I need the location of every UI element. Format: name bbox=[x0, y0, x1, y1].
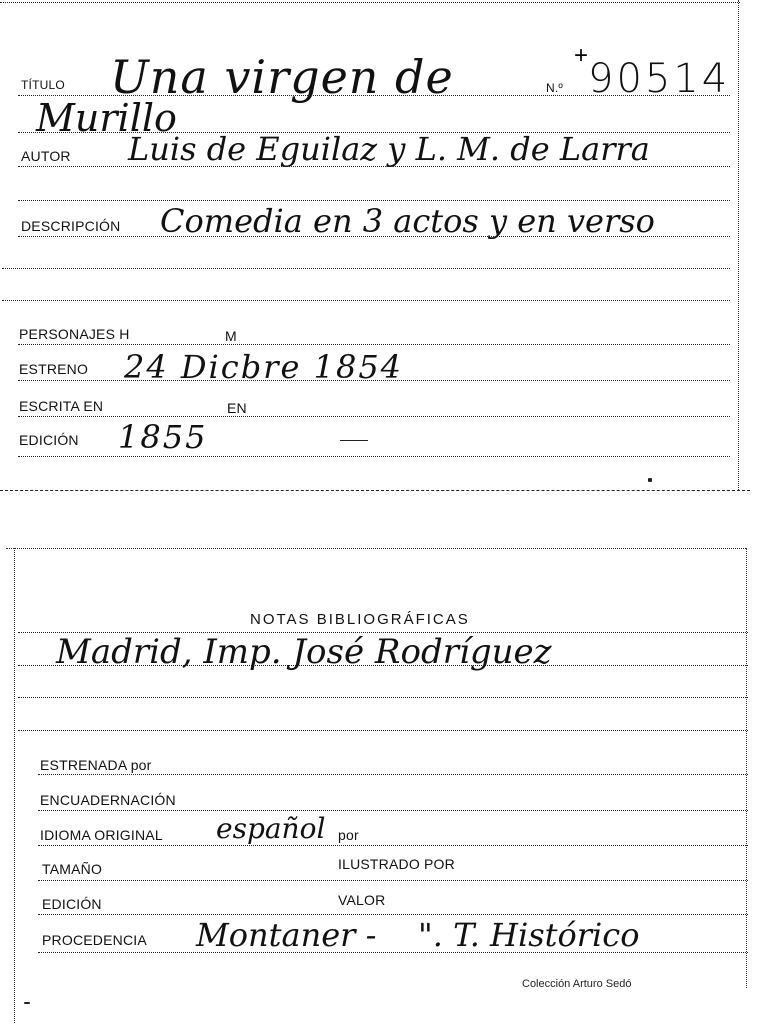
edicion2-label: EDICIÓN bbox=[42, 896, 102, 912]
card-bottom-edge bbox=[0, 490, 750, 491]
procedencia-line bbox=[38, 952, 748, 953]
ink-speck-2 bbox=[24, 1002, 30, 1004]
descripcion-label: DESCRIPCIÓN bbox=[21, 218, 121, 234]
card2-right-edge bbox=[746, 548, 747, 988]
edicion-label: EDICIÓN bbox=[19, 432, 79, 448]
edicion-line bbox=[18, 456, 730, 457]
procedencia-value-2: ". T. Histórico bbox=[418, 916, 640, 954]
ink-speck bbox=[648, 478, 652, 482]
procedencia-label: PROCEDENCIA bbox=[42, 932, 147, 948]
idioma-por-label: por bbox=[338, 827, 359, 843]
dash-mark bbox=[340, 440, 368, 441]
encuadernacion-line bbox=[38, 810, 748, 811]
catalog-card-front bbox=[0, 0, 759, 495]
notas-line-2 bbox=[18, 665, 748, 666]
titulo-label: TÍTULO bbox=[21, 78, 65, 92]
notas-line-3 bbox=[18, 697, 748, 698]
escrita-en-label: EN bbox=[227, 400, 247, 416]
personajes-line bbox=[18, 344, 730, 345]
idioma-value: español bbox=[216, 812, 326, 845]
numero-label: N.º bbox=[546, 81, 563, 95]
notas-line-4 bbox=[18, 730, 748, 731]
estrenada-line bbox=[38, 774, 748, 775]
card-right-edge bbox=[738, 0, 739, 490]
cross-mark: + bbox=[574, 42, 589, 69]
numero-value: 90514 bbox=[588, 56, 731, 102]
encuadernacion-label: ENCUADERNACIÓN bbox=[40, 792, 176, 808]
card2-top-edge bbox=[6, 548, 746, 549]
collection-stamp: Colección Arturo Sedó bbox=[522, 978, 632, 990]
procedencia-value: Montaner - bbox=[196, 916, 377, 954]
edicion-value: 1855 bbox=[118, 418, 208, 456]
estrenada-label: ESTRENADA por bbox=[40, 757, 152, 773]
descripcion-line-2 bbox=[2, 268, 730, 269]
autor-line-2 bbox=[18, 200, 730, 201]
autor-value: Luis de Eguilaz y L. M. de Larra bbox=[128, 130, 650, 168]
estreno-value: 24 Dicbre 1854 bbox=[124, 348, 404, 386]
titulo-value-2: Murillo bbox=[36, 96, 177, 140]
personajes-label: PERSONAJES H bbox=[19, 326, 130, 342]
personajes-m-label: M bbox=[225, 328, 237, 344]
autor-label: AUTOR bbox=[21, 148, 71, 164]
catalog-card-back bbox=[0, 540, 759, 1028]
idioma-label: IDIOMA ORIGINAL bbox=[40, 827, 163, 843]
escrita-line bbox=[18, 416, 730, 417]
descripcion-line-3 bbox=[2, 300, 730, 301]
autor-line bbox=[18, 166, 730, 167]
descripcion-value: Comedia en 3 actos y en verso bbox=[160, 202, 655, 240]
estreno-label: ESTRENO bbox=[19, 361, 89, 377]
tamano-label: TAMAÑO bbox=[42, 861, 103, 877]
descripcion-line bbox=[18, 236, 730, 237]
card2-left-edge bbox=[14, 548, 15, 1023]
idioma-line bbox=[38, 845, 748, 846]
edicion2-line bbox=[38, 914, 748, 915]
estreno-line bbox=[18, 380, 730, 381]
notas-value: Madrid, Imp. José Rodríguez bbox=[56, 632, 552, 672]
tamano-line bbox=[38, 880, 748, 881]
notas-heading: NOTAS BIBLIOGRÁFICAS bbox=[250, 611, 470, 628]
titulo-value: Una virgen de bbox=[110, 50, 454, 104]
valor-label: VALOR bbox=[338, 892, 386, 908]
escrita-label: ESCRITA EN bbox=[19, 398, 104, 414]
ilustrado-label: ILUSTRADO POR bbox=[338, 856, 455, 872]
card-top-edge bbox=[0, 2, 740, 3]
